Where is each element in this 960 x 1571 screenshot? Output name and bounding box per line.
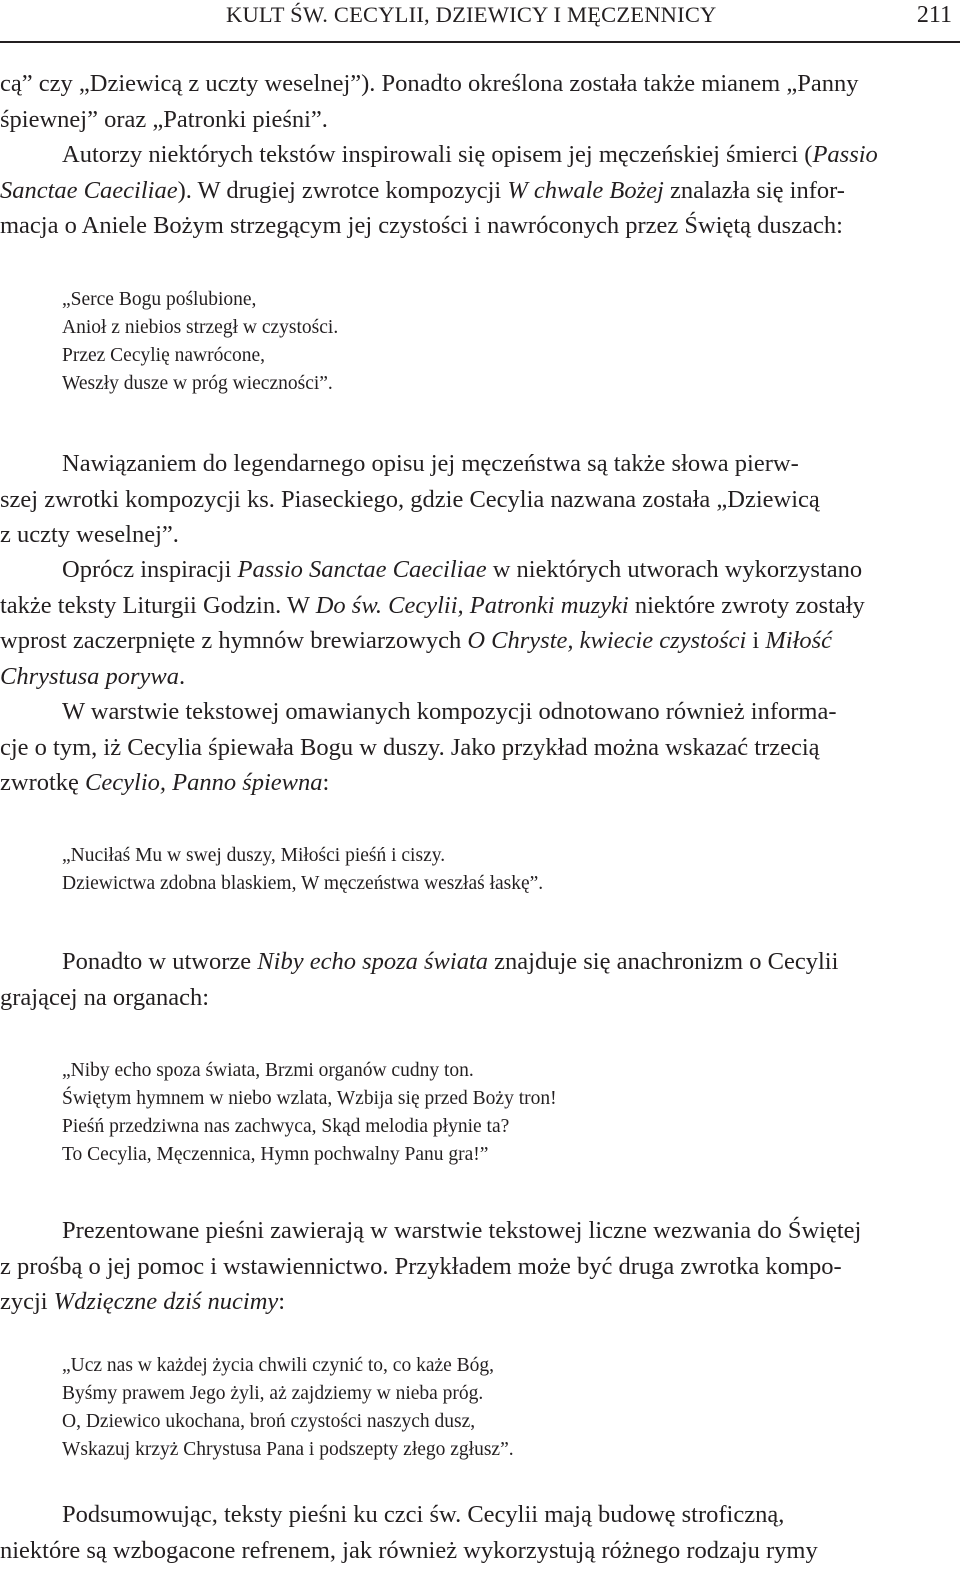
verse-1-line-3: Przez Cecylię nawrócone, [62, 345, 266, 366]
paragraph-6-line-2: grającej na organach: [0, 983, 210, 1011]
verse-1-line-2: Anioł z niebios strzegł w czystości. [62, 317, 339, 338]
paragraph-4-line-4: Chrystusa porywa. [0, 662, 186, 690]
verse-4-line-1: „Ucz nas w każdej życia chwili czynić to, co każe Bóg, [62, 1355, 495, 1376]
paragraph-1-line-1: cą” czy „Dziewicą z uczty weselnej”). Ponadto określona została także mianem „Panny [0, 70, 859, 97]
paragraph-8-line-1: Podsumowując, teksty pieśni ku czci św. Cecylii mają budowę stroficzną, [62, 1501, 785, 1528]
paragraph-4-line-2: także teksty Liturgii Godzin. W Do św. Cecylii, Patronki muzyki niektóre zwroty zostały [0, 591, 865, 619]
verse-4-line-4: Wskazuj krzyż Chrystusa Pana i podszepty złego zgłusz”. [62, 1439, 514, 1460]
paragraph-7 [0, 1213, 952, 1320]
verse-2-line-2: Dziewictwa zdobna blaskiem, W męczeństwa weszłaś łaskę”. [62, 873, 544, 894]
header-rule [0, 41, 960, 43]
verse-4-line-3: O, Dziewico ukochana, broń czystości naszych dusz, [62, 1411, 476, 1432]
verse-quote-2 [62, 842, 543, 898]
paragraph-8 [0, 1497, 952, 1568]
paragraph-2-line-1: Autorzy niektórych tekstów inspirowali się opisem jej męczeńskiej śmierci (Passio [62, 141, 878, 168]
paragraph-4 [0, 552, 952, 694]
paragraph-6 [0, 944, 952, 1015]
paragraph-3-line-3: z uczty weselnej”. [0, 521, 179, 548]
paragraph-2-line-2: Sanctae Caeciliae). W drugiej zwrotce kompozycji W chwale Bożej znalazła się infor- [0, 176, 845, 204]
paragraph-4-line-1: Oprócz inspiracji Passio Sanctae Caeciliae w niektórych utworach wykorzystano [62, 556, 863, 583]
running-head-title: KULT ŚW. CECYLII, DZIEWICY I MĘCZENNICY [226, 2, 717, 27]
paragraph-2-line-3: macja o Aniele Bożym strzegącym jej czystości i nawróconych przez Świętą duszach: [0, 212, 843, 239]
verse-3-line-2: Świętym hymnem w niebo wzlata, Wzbija się przed Boży tron! [62, 1088, 557, 1109]
verse-3-line-3: Pieśń przedziwna nas zachwyca, Skąd melodia płynie ta? [62, 1116, 510, 1137]
verse-quote-3 [62, 1057, 557, 1169]
verse-1-line-4: Weszły dusze w próg wieczności”. [62, 373, 333, 394]
paragraph-3-line-1: Nawiązaniem do legendarnego opisu jej męczeństwa są także słowa pierw- [62, 450, 799, 477]
verse-3-line-1: „Niby echo spoza świata, Brzmi organów cudny ton. [62, 1060, 474, 1081]
paragraph-3-line-2: szej zwrotki kompozycji ks. Piaseckiego, gdzie Cecylia nazwana została „Dziewicą [0, 485, 820, 513]
running-head [0, 0, 960, 44]
paragraph-7-line-3: zycji Wdzięczne dziś nucimy: [0, 1288, 286, 1315]
page-number: 211 [916, 2, 952, 28]
paragraph-1 [0, 66, 952, 137]
paragraph-5-line-2: cje o tym, iż Cecylia śpiewała Bogu w duszy. Jako przykład można wskazać trzecią [0, 733, 820, 761]
paragraph-5-line-3: zwrotkę Cecylio, Panno śpiewna: [0, 769, 330, 796]
verse-quote-1 [62, 286, 338, 398]
paragraph-4-line-3: wprost zaczerpnięte z hymnów brewiarzowych O Chryste, kwiecie czystości i Miłość [0, 627, 833, 654]
paragraph-7-line-1: Prezentowane pieśni zawierają w warstwie tekstowej liczne wezwania do Świętej [62, 1217, 862, 1244]
paragraph-5 [0, 694, 952, 801]
verse-quote-4 [62, 1352, 514, 1464]
paragraph-5-line-1: W warstwie tekstowej omawianych kompozycji odnotowano również informa- [62, 698, 837, 725]
verse-3-line-4: To Cecylia, Męczennica, Hymn pochwalny Panu gra!” [62, 1144, 489, 1165]
paragraph-8-line-2: niektóre są wzbogacone refrenem, jak również wykorzystują różnego rodzaju rymy [0, 1536, 818, 1564]
paragraph-2 [0, 137, 952, 244]
paragraph-6-line-1: Ponadto w utworze Niby echo spoza świata znajduje się anachronizm o Cecylii [62, 948, 839, 975]
verse-1-line-1: „Serce Bogu poślubione, [62, 289, 257, 310]
paragraph-3 [0, 446, 952, 553]
paragraph-7-line-2: z prośbą o jej pomoc i wstawiennictwo. Przykładem może być druga zwrotka kompo- [0, 1252, 842, 1280]
verse-4-line-2: Byśmy prawem Jego żyli, aż zajdziemy w nieba próg. [62, 1383, 484, 1404]
paragraph-1-line-2: śpiewnej” oraz „Patronki pieśni”. [0, 105, 328, 133]
verse-2-line-1: „Nuciłaś Mu w swej duszy, Miłości pieśń i ciszy. [62, 845, 446, 866]
